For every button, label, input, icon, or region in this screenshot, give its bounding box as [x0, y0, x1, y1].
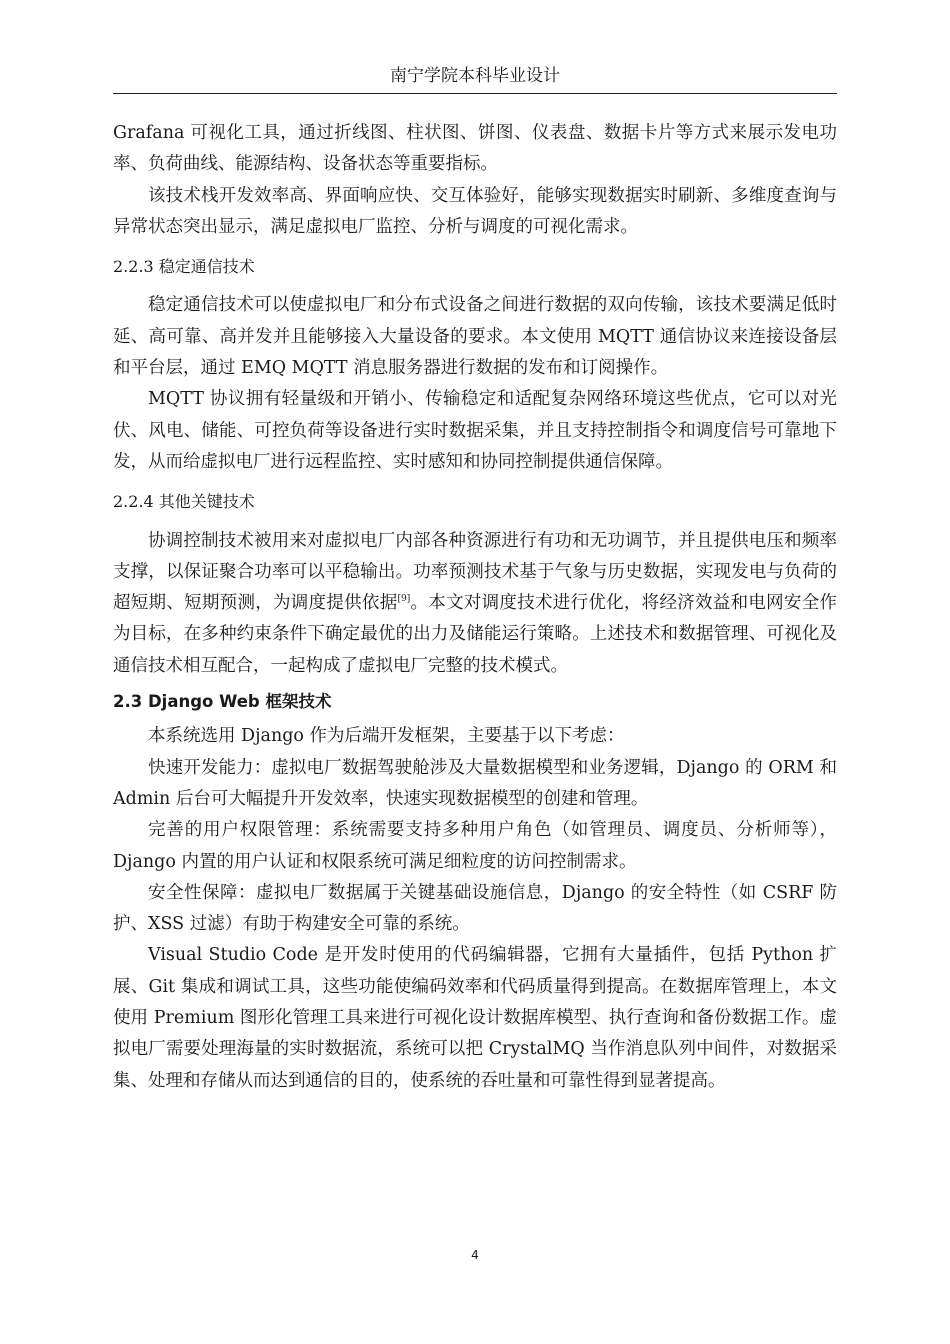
section-heading-2-3: 2.3 Django Web 框架技术	[113, 692, 332, 712]
paragraph-stable-comm: 稳定通信技术可以使虚拟电厂和分布式设备之间进行数据的双向传输，该技术要满足低时延、高可靠、高并发并且能够接入大量设备的要求。本文使用 MQTT 通信协议来连接设备层和平台层，通过 EMQ MQTT 消息服务器进行数据的发布和订阅操作。	[113, 295, 837, 379]
paragraph-other-tech	[113, 526, 837, 682]
section-heading-2-2-3: 2.2.3 稳定通信技术	[113, 257, 255, 277]
page-number: 4	[471, 1248, 479, 1262]
header-divider	[113, 93, 837, 94]
paragraph-grafana: Grafana 可视化工具，通过折线图、柱状图、饼图、仪表盘、数据卡片等方式来展示发电功率、负荷曲线、能源结构、设备状态等重要指标。	[113, 123, 837, 175]
citation-ref: [9]	[397, 594, 411, 605]
paragraph-vscode: Visual Studio Code 是开发时使用的代码编辑器，它拥有大量插件，包括 Python 扩展、Git 集成和调试工具，这些功能使编码效率和代码质量得到提高。在数据库管理上，本文使用 Premium 图形化管理工具来进行可视化设计数据库模型、执行查询和备份数据工作。虚拟电厂需要处理海量的实时数据流，系统可以把 CrystalMQ 当作消息队列中间件，对数据采集、处理和存储从而达到通信的目的，使系统的吞吐量和可靠性得到显著提高。	[113, 945, 837, 1091]
paragraph-rapid-dev: 快速开发能力：虚拟电厂数据驾驶舱涉及大量数据模型和业务逻辑，Django 的 ORM 和 Admin 后台可大幅提升开发效率，快速实现数据模型的创建和管理。	[113, 757, 837, 809]
page-body	[113, 118, 837, 1097]
paragraph-mqtt: MQTT 协议拥有轻量级和开销小、传输稳定和适配复杂网络环境这些优点，它可以对光伏、风电、储能、可控负荷等设备进行实时数据采集，并且支持控制指令和调度信号可靠地下发，从而给虚拟电厂进行远程监控、实时感知和协同控制提供通信保障。	[113, 389, 837, 472]
paragraph-django-intro: 本系统选用 Django 作为后端开发框架，主要基于以下考虑：	[148, 726, 625, 747]
paragraph-other-tech-part2: 。本文对调度技术进行优化，将经济效益和电网安全作为目标，在多种约束条件下确定最优的出力及储能运行策略。上述技术和数据管理、可视化及通信技术相互配合，一起构成了虚拟电厂完整的技术模式。	[113, 593, 837, 676]
running-header: 南宁学院本科毕业设计	[390, 66, 560, 86]
paragraph-tech-stack: 该技术栈开发效率高、界面响应快、交互体验好，能够实现数据实时刷新、多维度查询与异常状态突出显示，满足虚拟电厂监控、分析与调度的可视化需求。	[113, 185, 837, 237]
paragraph-security: 安全性保障：虚拟电厂数据属于关键基础设施信息，Django 的安全特性（如 CSRF 防护、XSS 过滤）有助于构建安全可靠的系统。	[113, 882, 837, 935]
section-heading-2-2-4: 2.2.4 其他关键技术	[113, 492, 255, 512]
paragraph-permissions: 完善的用户权限管理：系统需要支持多种用户角色（如管理员、调度员、分析师等），Django 内置的用户认证和权限系统可满足细粒度的访问控制需求。	[113, 820, 837, 872]
paragraph-other-tech-part1: 协调控制技术被用来对虚拟电厂内部各种资源进行有功和无功调节，并且提供电压和频率支撑，以保证聚合功率可以平稳输出。功率预测技术基于气象与历史数据，实现发电与负荷的超短期、短期预测，为调度提供依据	[113, 530, 837, 614]
